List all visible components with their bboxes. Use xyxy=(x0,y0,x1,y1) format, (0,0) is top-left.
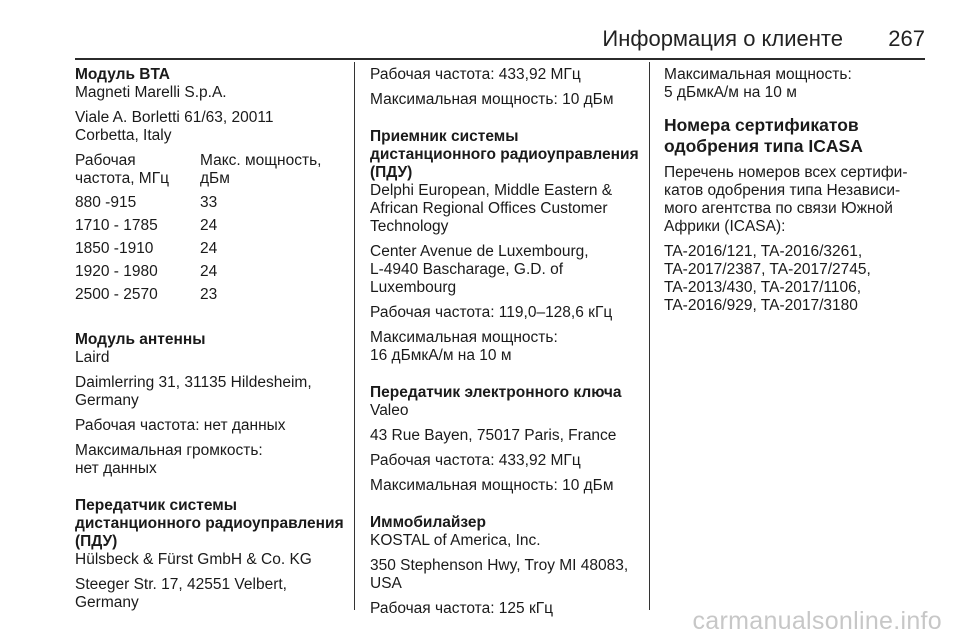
top-power: Максимальная мощность: 5 дБмкА/м на 10 м xyxy=(664,66,852,101)
immobilizer-company: KOSTAL of America, Inc. xyxy=(370,532,541,549)
antenna-company: Laird xyxy=(75,349,110,366)
table-row: 2500 - 2570 23 xyxy=(75,286,218,303)
column-3 xyxy=(664,66,939,322)
rke-transmitter-heading: Передатчик системы дистанционного радиоуправления (ПДУ) xyxy=(75,497,344,550)
rke-transmitter-address: Steeger Str. 17, 42551 Velbert, Germany xyxy=(75,576,287,611)
bta-company: Magneti Marelli S.p.A. xyxy=(75,84,227,101)
page-header xyxy=(75,24,925,60)
immobilizer-heading: Иммобилайзер xyxy=(370,514,487,531)
immobilizer-frequency: Рабочая частота: 125 кГц xyxy=(370,600,554,617)
key-transmitter-power: Максимальная мощность: 10 дБм xyxy=(370,477,614,494)
antenna-volume: Максимальная громкость: нет данных xyxy=(75,442,263,477)
antenna-heading: Модуль антенны xyxy=(75,331,206,348)
certificate-description: Перечень номеров всех сертифи- катов одобрения типа Независи- мого агентства по связи Южной Африки (ICASA): xyxy=(664,164,908,235)
table-header-power: Макс. мощность, дБм xyxy=(200,152,322,187)
section-title: Информация о клиенте xyxy=(602,26,843,51)
rke-receiver-frequency: Рабочая частота: 119,0–128,6 кГц xyxy=(370,304,613,321)
antenna-address: Daimlerring 31, 31135 Hildesheim, Germany xyxy=(75,374,312,409)
table-row: 1920 - 1980 24 xyxy=(75,263,218,280)
table-header-frequency: Рабочая частота, МГц xyxy=(75,152,169,187)
key-transmitter-frequency: Рабочая частота: 433,92 МГц xyxy=(370,452,581,469)
column-divider-2 xyxy=(649,62,650,610)
bta-heading: Модуль BTA xyxy=(75,66,171,83)
bta-address: Viale A. Borletti 61/63, 20011 Corbetta, Italy xyxy=(75,109,274,144)
rke-receiver-company: Delphi European, Middle Eastern & African Regional Offices Customer Technology xyxy=(370,182,613,235)
key-transmitter-address: 43 Rue Bayen, 75017 Paris, France xyxy=(370,427,617,444)
watermark: carmanualsonline.info xyxy=(692,607,942,635)
column-2 xyxy=(370,66,640,625)
key-transmitter-heading: Передатчик электронного ключа xyxy=(370,384,622,401)
table-row: 880 -915 33 xyxy=(75,194,218,211)
certificate-heading: Номера сертификатов одобрения типа ICASA xyxy=(664,115,863,156)
antenna-frequency: Рабочая частота: нет данных xyxy=(75,417,286,434)
immobilizer-address: 350 Stephenson Hwy, Troy MI 48083, USA xyxy=(370,557,629,592)
column-1 xyxy=(75,66,345,619)
table-row: 1710 - 1785 24 xyxy=(75,217,218,234)
rke-receiver-address: Center Avenue de Luxembourg, L-4940 Bascharage, G.D. of Luxembourg xyxy=(370,243,589,296)
frequency-table xyxy=(75,152,321,309)
column-divider-1 xyxy=(354,62,355,610)
rke-receiver-heading: Приемник системы дистанционного радиоуправления (ПДУ) xyxy=(370,128,639,181)
top-frequency: Рабочая частота: 433,92 МГц xyxy=(370,66,581,83)
rke-transmitter-company: Hülsbeck & Fürst GmbH & Co. KG xyxy=(75,551,312,568)
table-row: 1850 -1910 24 xyxy=(75,240,218,257)
top-power: Максимальная мощность: 10 дБм xyxy=(370,91,614,108)
rke-receiver-power: Максимальная мощность: 16 дБмкА/м на 10 м xyxy=(370,329,558,364)
certificate-numbers: TA-2016/121, TA-2016/3261, TA-2017/2387, TA-2017/2745, TA-2013/430, TA-2017/1106, TA-2016/929, TA-2017/3180 xyxy=(664,243,871,314)
page-number: 267 xyxy=(888,26,925,51)
key-transmitter-company: Valeo xyxy=(370,402,409,419)
